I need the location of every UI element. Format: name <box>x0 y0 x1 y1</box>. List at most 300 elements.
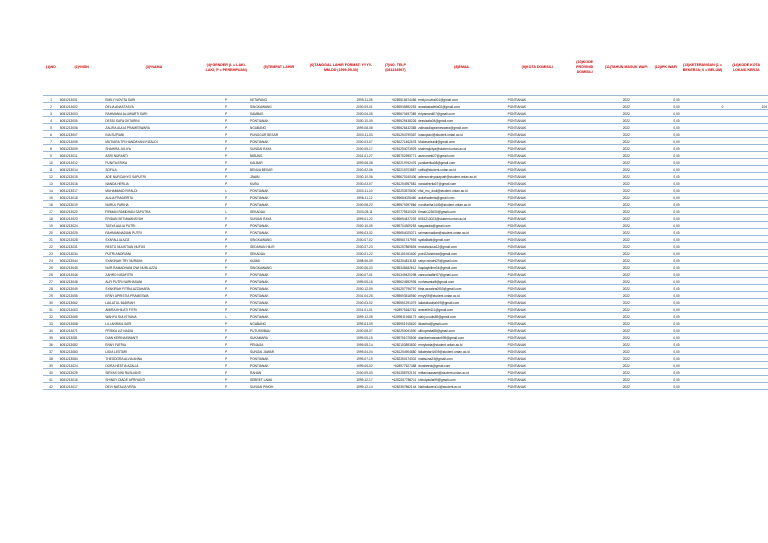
cell-kode-provinsi[interactable] <box>568 215 602 222</box>
cell-kode-kota[interactable] <box>724 271 768 278</box>
header-email[interactable]: (8)EMAIL <box>454 65 470 69</box>
cell-tahun-masuk[interactable]: 2022 <box>602 229 651 236</box>
cell-kode-provinsi[interactable] <box>568 306 602 313</box>
cell-kode-provinsi[interactable] <box>568 152 602 159</box>
cell-nama[interactable]: DEVI NATALIA VERA <box>104 383 203 390</box>
cell-nama[interactable]: WAHYU SULISTIANA <box>104 313 203 320</box>
cell-no[interactable]: 35 <box>43 334 59 341</box>
cell-tanggal-lahir[interactable]: 1999-07-19 <box>308 355 373 362</box>
cell-tempat-lahir[interactable]: SEDAHAN HILIR <box>249 243 308 250</box>
cell-nama[interactable]: AMIRA KHILATI FITRI <box>104 306 203 313</box>
cell-no[interactable]: 34 <box>43 327 59 334</box>
cell-telp[interactable]: +6282215703887 <box>374 166 418 173</box>
cell-nisn[interactable]: 6051213016 <box>59 180 104 187</box>
cell-tanggal-lahir[interactable]: 2000-11-10 <box>308 187 373 194</box>
cell-ipk[interactable]: 0,00 <box>651 236 681 243</box>
cell-tahun-masuk[interactable]: 2022 <box>602 271 651 278</box>
cell-email[interactable]: inasupiani@student.untan.ac.id <box>417 131 506 138</box>
cell-gender[interactable]: P <box>203 236 249 243</box>
cell-tanggal-lahir[interactable]: 1999-05-15 <box>308 334 373 341</box>
cell-kode-provinsi[interactable] <box>568 362 602 369</box>
cell-kode-provinsi[interactable] <box>568 257 602 264</box>
cell-kode-kota[interactable] <box>724 201 768 208</box>
cell-kota-domisili[interactable]: PONTIANAK <box>507 180 568 187</box>
cell-ipk[interactable]: 0,00 <box>651 180 681 187</box>
cell-kota-domisili[interactable]: PONTIANAK <box>507 306 568 313</box>
cell-nama[interactable]: NUR RAMADHANI DWI NURLAZZA <box>104 264 203 271</box>
cell-kode-kota[interactable] <box>724 194 768 201</box>
cell-ipk[interactable]: 0,00 <box>651 222 681 229</box>
cell-nama[interactable]: SYAFALLIA AZIZ <box>104 236 203 243</box>
cell-ipk[interactable]: 0,00 <box>651 355 681 362</box>
cell-kode-provinsi[interactable] <box>568 243 602 250</box>
cell-tempat-lahir[interactable]: RAHAN <box>249 369 308 376</box>
cell-tanggal-lahir[interactable]: 2000-05-11 <box>308 208 373 215</box>
cell-nama[interactable]: SHINDY DIADE APRIYANTI <box>104 376 203 383</box>
cell-tahun-masuk[interactable]: 2022 <box>602 173 651 180</box>
cell-email[interactable]: tasyaaulia@gmail.com <box>417 222 506 229</box>
cell-kode-provinsi[interactable] <box>568 271 602 278</box>
cell-tahun-masuk[interactable]: 2022 <box>602 376 651 383</box>
cell-kota-domisili[interactable]: PONTIANAK <box>507 250 568 257</box>
cell-email[interactable]: mattsuna23@gmail.com <box>417 355 506 362</box>
cell-kode-provinsi[interactable] <box>568 341 602 348</box>
cell-telp[interactable]: +6289529438226 <box>374 117 418 124</box>
cell-kota-domisili[interactable]: PONTIANAK <box>507 201 568 208</box>
cell-kode-kota[interactable] <box>724 180 768 187</box>
cell-email[interactable]: firman123000@gmail.com <box>417 208 506 215</box>
cell-kode-provinsi[interactable] <box>568 187 602 194</box>
cell-no[interactable]: 33 <box>43 320 59 327</box>
cell-keterangan[interactable] <box>681 250 725 257</box>
cell-keterangan[interactable] <box>681 222 725 229</box>
cell-kode-kota[interactable] <box>724 229 768 236</box>
cell-ipk[interactable]: 0,00 <box>651 208 681 215</box>
cell-tahun-masuk[interactable]: 2022 <box>602 369 651 376</box>
cell-nisn[interactable]: 6051213046 <box>59 271 104 278</box>
cell-tahun-masuk[interactable]: 2022 <box>602 152 651 159</box>
cell-nama[interactable]: NANDA HERLIA <box>104 180 203 187</box>
cell-ipk[interactable]: 0,00 <box>651 285 681 292</box>
cell-tanggal-lahir[interactable]: 1999-11-05 <box>308 96 373 103</box>
cell-ipk[interactable]: 0,00 <box>651 257 681 264</box>
cell-telp[interactable]: +6281257869894 <box>374 243 418 250</box>
cell-no[interactable]: 37 <box>43 348 59 355</box>
cell-kota-domisili[interactable]: PONTIANAK <box>507 229 568 236</box>
cell-email[interactable]: zaliraauliaprameswara@gmail.com <box>417 124 506 131</box>
cell-email[interactable]: nurulfariha1449@student.untan.ac.id <box>417 201 506 208</box>
cell-kode-kota[interactable] <box>724 236 768 243</box>
cell-email[interactable]: dianikerinaswanti99@gmail.com <box>417 334 506 341</box>
cell-tempat-lahir[interactable]: SEBRET LAMA <box>249 376 308 383</box>
cell-tahun-masuk[interactable]: 2022 <box>602 306 651 313</box>
header-kode-kota[interactable]: (14)KODE KOTA LOKASI KERJA <box>732 62 761 72</box>
cell-ipk[interactable]: 0,00 <box>651 376 681 383</box>
cell-gender[interactable]: P <box>203 278 249 285</box>
cell-tanggal-lahir[interactable]: 2000-07-02 <box>308 236 373 243</box>
cell-tempat-lahir[interactable]: SINGKAWANG <box>249 103 308 110</box>
cell-kota-domisili[interactable]: PONTIANAK <box>507 159 568 166</box>
cell-kota-domisili[interactable]: PONTIANAK <box>507 187 568 194</box>
cell-kota-domisili[interactable]: PONTIANAK <box>507 292 568 299</box>
cell-kode-kota[interactable] <box>724 145 768 152</box>
cell-email[interactable]: Mutiararizaldi@gmail.com <box>417 138 506 145</box>
cell-ipk[interactable]: 0,00 <box>651 187 681 194</box>
cell-nama[interactable]: SIRYAS DWI RUSLIANTI <box>104 369 203 376</box>
cell-gender[interactable]: P <box>203 145 249 152</box>
cell-tanggal-lahir[interactable]: 2000-08-07 <box>308 327 373 334</box>
cell-ipk[interactable]: 0,00 <box>651 313 681 320</box>
cell-telp[interactable]: +6282253575600 <box>374 187 418 194</box>
cell-kode-provinsi[interactable] <box>568 264 602 271</box>
cell-email[interactable]: ernyy99@student.untan.ac.id <box>417 292 506 299</box>
cell-kode-provinsi[interactable] <box>568 327 602 334</box>
cell-kode-kota[interactable] <box>724 292 768 299</box>
cell-keterangan[interactable] <box>681 152 725 159</box>
cell-telp[interactable]: +6282153893830 <box>374 341 418 348</box>
cell-email[interactable]: wahyu.sulis89@gmail.com <box>417 313 506 320</box>
cell-tahun-masuk[interactable]: 2022 <box>602 285 651 292</box>
cell-kode-provinsi[interactable] <box>568 222 602 229</box>
cell-kota-domisili[interactable]: PONTIANAK <box>507 271 568 278</box>
cell-tahun-masuk[interactable]: 2022 <box>602 313 651 320</box>
cell-email[interactable]: rahmannadian@student.untan.ac.id <box>417 229 506 236</box>
cell-kode-kota[interactable] <box>724 369 768 376</box>
cell-kota-domisili[interactable]: PONTIANAK <box>507 236 568 243</box>
cell-ipk[interactable]: 0,00 <box>651 292 681 299</box>
cell-no[interactable]: 6 <box>43 131 59 138</box>
cell-tempat-lahir[interactable]: NIBUNG <box>249 152 308 159</box>
cell-kode-kota[interactable] <box>724 124 768 131</box>
cell-kota-domisili[interactable]: PONTIANAK <box>507 341 568 348</box>
cell-telp[interactable]: +6289693518950 <box>374 292 418 299</box>
cell-kode-kota[interactable] <box>724 348 768 355</box>
cell-kode-kota[interactable] <box>724 117 768 124</box>
cell-gender[interactable]: P <box>203 194 249 201</box>
cell-kode-provinsi[interactable] <box>568 138 602 145</box>
cell-nisn[interactable]: 6051213068 <box>59 320 104 327</box>
cell-tempat-lahir[interactable]: BENUA BESAR <box>249 166 308 173</box>
cell-kode-kota[interactable] <box>724 215 768 222</box>
cell-gender[interactable]: P <box>203 180 249 187</box>
cell-tempat-lahir[interactable]: PONTIANAK <box>249 194 308 201</box>
header-telp[interactable]: (7)NO. TELP (081234567) <box>384 62 406 72</box>
cell-no[interactable]: 25 <box>43 264 59 271</box>
cell-tahun-masuk[interactable]: 2022 <box>602 110 651 117</box>
cell-kota-domisili[interactable]: PONTIANAK <box>507 376 568 383</box>
cell-telp[interactable]: +6282271462678 <box>374 138 418 145</box>
cell-nama[interactable]: RAHMANIA ALUWARTI SARI <box>104 110 203 117</box>
cell-nama[interactable]: RAHMANNADIAN PUTRI <box>104 229 203 236</box>
cell-nisn[interactable]: 6051213014 <box>59 166 104 173</box>
cell-nisn[interactable]: 6051213048 <box>59 278 104 285</box>
cell-tempat-lahir[interactable]: SUNGAI JAWAR <box>249 348 308 355</box>
cell-telp[interactable]: +6282357862144 <box>374 383 418 390</box>
cell-nisn[interactable]: 6051213007 <box>59 131 104 138</box>
cell-nama[interactable]: ZALIRA AULIA PRAMESWARA <box>104 124 203 131</box>
cell-tahun-masuk[interactable]: 2022 <box>602 194 651 201</box>
cell-no[interactable]: 10 <box>43 159 59 166</box>
cell-keterangan[interactable] <box>681 355 725 362</box>
cell-kota-domisili[interactable]: PONTIANAK <box>507 145 568 152</box>
cell-kota-domisili[interactable]: PONTIANAK <box>507 362 568 369</box>
cell-email[interactable]: lhaplaybillnn04@gmail.com <box>417 264 506 271</box>
cell-kode-provinsi[interactable] <box>568 173 602 180</box>
cell-tanggal-lahir[interactable]: 2000-03-07 <box>308 180 373 187</box>
header-gender[interactable]: (4)*GENDER (L = LAKI-LAKI; P = PEREMPUAN) <box>205 62 247 72</box>
cell-tahun-masuk[interactable]: 2022 <box>602 96 651 103</box>
cell-tahun-masuk[interactable]: 2022 <box>602 117 651 124</box>
cell-keterangan[interactable] <box>681 257 725 264</box>
cell-tempat-lahir[interactable]: NGABANG <box>249 124 308 131</box>
cell-kota-domisili[interactable]: PONTIANAK <box>507 243 568 250</box>
cell-tanggal-lahir[interactable]: 1999-12-17 <box>308 376 373 383</box>
cell-kota-domisili[interactable]: PONTIANAK <box>507 103 568 110</box>
cell-nama[interactable]: THEODORA ALVIA ANNA <box>104 355 203 362</box>
cell-nama[interactable]: EMILY NOVITA SARI <box>104 96 203 103</box>
cell-nisn[interactable]: 6051213017 <box>59 187 104 194</box>
cell-keterangan[interactable] <box>681 383 725 390</box>
cell-tanggal-lahir[interactable]: 2000-06-03 <box>308 264 373 271</box>
cell-ipk[interactable]: 0,00 <box>651 110 681 117</box>
cell-keterangan[interactable] <box>681 215 725 222</box>
cell-tahun-masuk[interactable]: 2022 <box>602 348 651 355</box>
cell-ipk[interactable]: 0,00 <box>651 103 681 110</box>
cell-gender[interactable]: P <box>203 229 249 236</box>
cell-gender[interactable]: P <box>203 124 249 131</box>
cell-tempat-lahir[interactable]: SEKADAU <box>249 208 308 215</box>
cell-no[interactable]: 32 <box>43 313 59 320</box>
cell-no[interactable]: 41 <box>43 376 59 383</box>
cell-ipk[interactable]: 0,00 <box>651 124 681 131</box>
cell-nisn[interactable]: 6051213025 <box>59 369 104 376</box>
cell-kota-domisili[interactable]: PONTIANAK <box>507 194 568 201</box>
cell-gender[interactable]: P <box>203 292 249 299</box>
cell-kode-provinsi[interactable] <box>568 103 602 110</box>
cell-no[interactable]: 9 <box>43 152 59 159</box>
cell-nisn[interactable]: 6051213062 <box>59 299 104 306</box>
cell-kode-kota[interactable] <box>724 222 768 229</box>
cell-tanggal-lahir[interactable]: 2000-07-01 <box>308 271 373 278</box>
cell-telp[interactable]: +6289511948173 <box>374 313 418 320</box>
cell-tempat-lahir[interactable]: SUNGAI RAYA <box>249 145 308 152</box>
cell-no[interactable]: 40 <box>43 369 59 376</box>
cell-keterangan[interactable] <box>681 292 725 299</box>
cell-tempat-lahir[interactable]: SINGKAWANG <box>249 236 308 243</box>
cell-telp[interactable]: +6289654025371 <box>374 229 418 236</box>
cell-email[interactable]: anastasiadelia02@gmail.com <box>417 103 506 110</box>
cell-gender[interactable]: P <box>203 131 249 138</box>
cell-email[interactable]: putri22andriani@gmail.com <box>417 250 506 257</box>
cell-kode-kota[interactable] <box>724 138 768 145</box>
cell-keterangan[interactable] <box>681 159 725 166</box>
cell-telp[interactable]: +6282257786711 <box>374 376 418 383</box>
cell-no[interactable]: 42 <box>43 383 59 390</box>
cell-kode-provinsi[interactable] <box>568 313 602 320</box>
cell-no[interactable]: 1 <box>43 96 59 103</box>
cell-email[interactable]: fitria.azzahra0950@gmail.com <box>417 285 506 292</box>
cell-no[interactable]: 11 <box>43 166 59 173</box>
cell-nama[interactable]: ZAHRO NISAFITRI <box>104 271 203 278</box>
cell-keterangan[interactable] <box>681 124 725 131</box>
cell-no[interactable]: 24 <box>43 257 59 264</box>
cell-email[interactable]: adenurcahyosaputri@student.untan.ac.id <box>417 173 506 180</box>
cell-keterangan[interactable] <box>681 236 725 243</box>
cell-nisn[interactable]: 6051213001 <box>59 96 104 103</box>
cell-tahun-masuk[interactable]: 2022 <box>602 292 651 299</box>
cell-tempat-lahir[interactable]: PUNGGUR BESAR <box>249 131 308 138</box>
cell-ipk[interactable]: 0,00 <box>651 299 681 306</box>
cell-keterangan[interactable] <box>681 362 725 369</box>
cell-telp[interactable]: +6289752995771 <box>374 152 418 159</box>
cell-nama[interactable]: ERNY APRISTIA PRAMESWA <box>104 292 203 299</box>
cell-no[interactable]: 16 <box>43 201 59 208</box>
cell-nama[interactable]: DORA HESTIA AZALIA <box>104 362 203 369</box>
cell-kode-kota[interactable] <box>724 173 768 180</box>
cell-kota-domisili[interactable]: PONTIANAK <box>507 222 568 229</box>
cell-gender[interactable]: P <box>203 320 249 327</box>
cell-email[interactable]: shahirajuliya@student.untan.ac.id <box>417 145 506 152</box>
cell-tahun-masuk[interactable]: 2022 <box>602 208 651 215</box>
cell-nama[interactable]: PRISKA LIZ NADIA <box>104 327 203 334</box>
cell-telp[interactable]: +6287779510025 <box>374 208 418 215</box>
cell-tanggal-lahir[interactable]: 1999-12-14 <box>308 383 373 390</box>
cell-kode-provinsi[interactable] <box>568 299 602 306</box>
cell-telp[interactable]: +6289516674456 <box>374 96 418 103</box>
cell-telp[interactable]: +6289654427292 <box>374 215 418 222</box>
cell-kode-provinsi[interactable] <box>568 180 602 187</box>
cell-kota-domisili[interactable]: PONTIANAK <box>507 320 568 327</box>
cell-tahun-masuk[interactable]: 2022 <box>602 299 651 306</box>
cell-ipk[interactable]: 0,00 <box>651 96 681 103</box>
cell-telp[interactable]: +628975182761 <box>374 306 418 313</box>
cell-no[interactable]: 19 <box>43 222 59 229</box>
cell-tempat-lahir[interactable]: NGABANG <box>249 320 308 327</box>
cell-keterangan[interactable] <box>681 131 725 138</box>
cell-telp[interactable]: +6281358792191 <box>374 369 418 376</box>
cell-ipk[interactable]: 0,00 <box>651 320 681 327</box>
cell-tanggal-lahir[interactable]: 2000-05-17 <box>308 145 373 152</box>
cell-kode-kota[interactable] <box>724 327 768 334</box>
cell-tahun-masuk[interactable]: 2022 <box>602 362 651 369</box>
cell-telp[interactable]: +6282151941600 <box>374 250 418 257</box>
cell-ipk[interactable]: 0,00 <box>651 159 681 166</box>
cell-email[interactable]: punitaerika08@gmail.com <box>417 159 506 166</box>
cell-telp[interactable]: +6289591291079 <box>374 299 418 306</box>
cell-kode-kota[interactable] <box>724 320 768 327</box>
cell-telp[interactable]: +6289684028480 <box>374 194 418 201</box>
cell-telp[interactable]: +6281254073929 <box>374 145 418 152</box>
cell-tempat-lahir[interactable]: PONTIANAK <box>249 138 308 145</box>
cell-ipk[interactable]: 0,00 <box>651 166 681 173</box>
cell-nama[interactable]: SOFILA <box>104 166 203 173</box>
cell-tempat-lahir[interactable]: SUNGAI PINOH <box>249 383 308 390</box>
cell-tahun-masuk[interactable]: 2022 <box>602 243 651 250</box>
cell-no[interactable]: 22 <box>43 243 59 250</box>
header-keterangan[interactable]: (13)KETERANGAN (1 = BEKERJA; 0 = BELUM) <box>682 62 723 72</box>
cell-kode-provinsi[interactable] <box>568 208 602 215</box>
cell-keterangan[interactable] <box>681 138 725 145</box>
cell-tempat-lahir[interactable]: PONTIANAK <box>249 285 308 292</box>
cell-gender[interactable]: P <box>203 257 249 264</box>
cell-no[interactable]: 4 <box>43 117 59 124</box>
cell-nama[interactable]: PUTRI ANDRIANI <box>104 250 203 257</box>
cell-tempat-lahir[interactable]: SUKAMARA <box>249 334 308 341</box>
cell-no[interactable]: 14 <box>43 187 59 194</box>
cell-keterangan[interactable] <box>681 110 725 117</box>
cell-tempat-lahir[interactable]: PUTUSSIBAU <box>249 327 308 334</box>
cell-tempat-lahir[interactable]: PONTIANAK <box>249 271 308 278</box>
cell-kode-kota[interactable] <box>724 187 768 194</box>
cell-ipk[interactable]: 0,00 <box>651 369 681 376</box>
cell-tanggal-lahir[interactable]: 2000-09-01 <box>308 103 373 110</box>
cell-tempat-lahir[interactable]: PONTIANAK <box>249 362 308 369</box>
cell-nisn[interactable]: 6051213055 <box>59 292 104 299</box>
cell-kode-provinsi[interactable] <box>568 320 602 327</box>
cell-tanggal-lahir[interactable]: 1999-04-04 <box>308 348 373 355</box>
cell-tanggal-lahir[interactable]: 2000-10-06 <box>308 173 373 180</box>
cell-tanggal-lahir[interactable]: 2000-08-22 <box>308 201 373 208</box>
cell-nisn[interactable]: 6051213049 <box>59 285 104 292</box>
cell-no[interactable]: 5 <box>43 124 59 131</box>
cell-keterangan[interactable] <box>681 208 725 215</box>
cell-nisn[interactable]: 6051213008 <box>59 138 104 145</box>
cell-gender[interactable]: P <box>203 222 249 229</box>
cell-gender[interactable]: P <box>203 152 249 159</box>
cell-tahun-masuk[interactable]: 2022 <box>602 180 651 187</box>
cell-tempat-lahir[interactable]: PONTIANAK <box>249 187 308 194</box>
cell-kode-provinsi[interactable] <box>568 334 602 341</box>
header-no[interactable]: (1)NO <box>46 65 56 69</box>
cell-nama[interactable]: ALFI PUTRI NURHASANI <box>104 278 203 285</box>
cell-nama[interactable]: SYAKIRAH FITRIA AZZAHARA <box>104 285 203 292</box>
cell-gender[interactable]: P <box>203 306 249 313</box>
cell-keterangan[interactable] <box>681 320 725 327</box>
cell-email[interactable]: lailatulbadriah09@gmail.com <box>417 299 506 306</box>
cell-email[interactable]: nandaherlia07@gmail.com <box>417 180 506 187</box>
cell-email[interactable]: miftanusasanti@student.untan.ac.id <box>417 369 506 376</box>
cell-keterangan[interactable] <box>681 180 725 187</box>
cell-tempat-lahir[interactable]: PONTIANAK <box>249 299 308 306</box>
cell-tahun-masuk[interactable]: 2022 <box>602 222 651 229</box>
cell-nisn[interactable]: 6051213081 <box>59 334 104 341</box>
cell-tanggal-lahir[interactable]: 1999-08-08 <box>308 124 373 131</box>
cell-ipk[interactable]: 0,00 <box>651 278 681 285</box>
cell-email[interactable]: liliasriba@gmail.com <box>417 320 506 327</box>
cell-no[interactable]: 28 <box>43 285 59 292</box>
cell-no[interactable]: 26 <box>43 271 59 278</box>
cell-email[interactable]: syafalliabi@gmail.com <box>417 236 506 243</box>
cell-telp[interactable]: +6289561747993 <box>374 236 418 243</box>
cell-keterangan[interactable] <box>681 278 725 285</box>
cell-nisn[interactable]: 6051213023 <box>59 215 104 222</box>
cell-kode-provinsi[interactable] <box>568 376 602 383</box>
cell-tanggal-lahir[interactable]: 2000-03-07 <box>308 138 373 145</box>
cell-telp[interactable]: +6285348482612 <box>374 264 418 271</box>
cell-kota-domisili[interactable]: PONTIANAK <box>507 278 568 285</box>
cell-keterangan[interactable] <box>681 264 725 271</box>
cell-no[interactable]: 13 <box>43 180 59 187</box>
cell-keterangan[interactable] <box>681 285 725 292</box>
header-kota-domisili[interactable]: (9)KOTA DOMISILI <box>521 65 553 69</box>
cell-kode-kota[interactable] <box>724 257 768 264</box>
cell-nisn[interactable]: 6051213028 <box>59 236 104 243</box>
cell-kode-kota[interactable] <box>724 152 768 159</box>
cell-tempat-lahir[interactable]: PONTIANAK <box>249 229 308 236</box>
cell-keterangan[interactable] <box>681 194 725 201</box>
cell-nama[interactable]: NURUL FARIHA <box>104 201 203 208</box>
cell-tanggal-lahir[interactable]: 1999-08-14 <box>308 341 373 348</box>
